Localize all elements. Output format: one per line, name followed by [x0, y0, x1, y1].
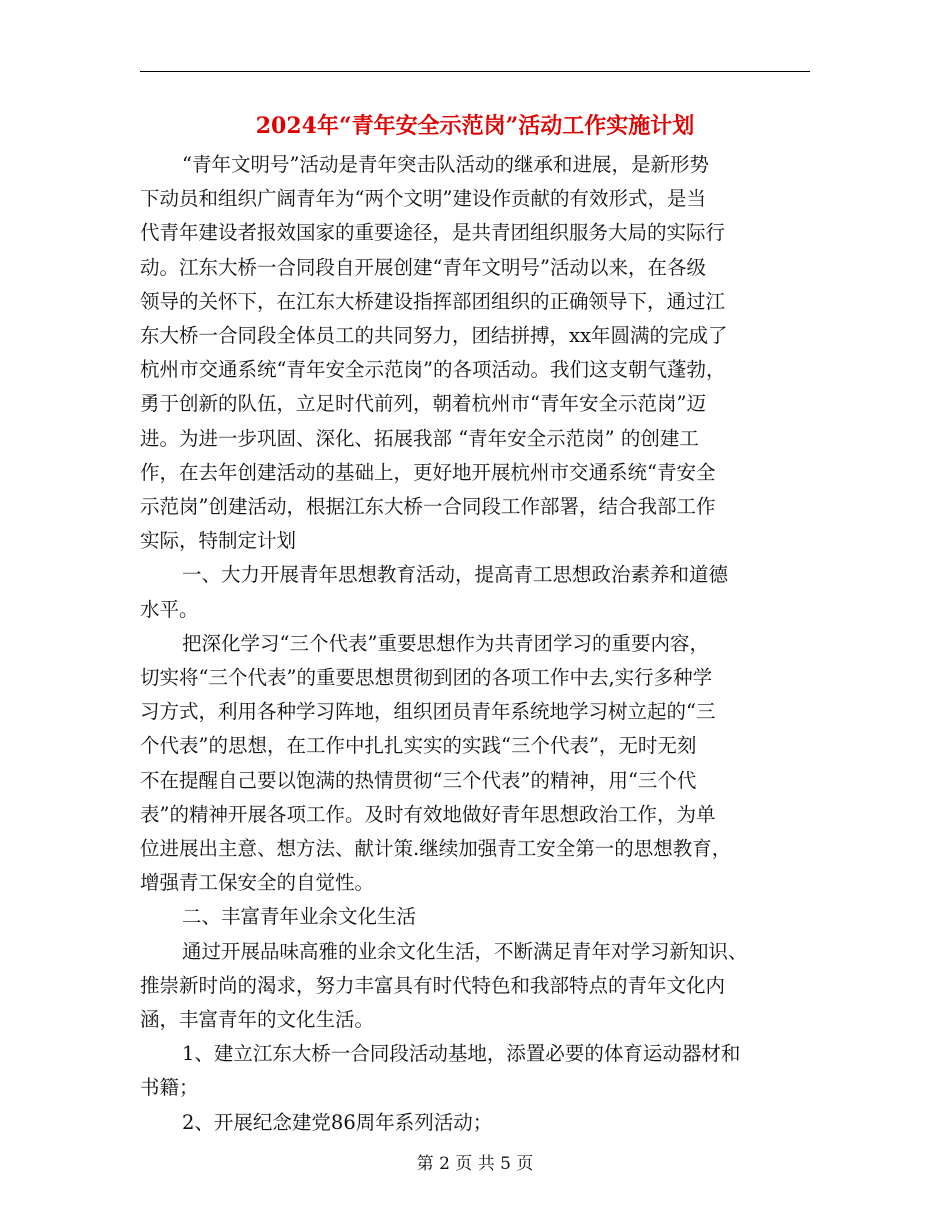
text-line: 个代表”的思想，在工作中扎扎实实的实践“三个代表”，无时无刻 — [140, 734, 697, 758]
text-line: 表”的精神开展各项工作。及时有效地做好青年思想政治工作，为单 — [140, 802, 716, 826]
text-line: 实际，特制定计划 — [140, 529, 297, 553]
section-heading-1 — [140, 558, 812, 626]
text-line: 进。为进一步巩固、深化、拓展我部 “青年安全示范岗” 的创建工 — [140, 426, 699, 450]
text-line: 作，在去年创建活动的基础上，更好地开展杭州市交通系统“青安全 — [140, 460, 716, 484]
paragraph-three-represents — [140, 627, 812, 901]
text-line: 2、开展纪念建党86周年系列活动； — [182, 1110, 493, 1134]
header-rule — [140, 71, 810, 72]
list-item-1 — [140, 1037, 812, 1105]
document-title: 2024年“青年安全示范岗”活动工作实施计划 — [255, 113, 695, 139]
text-line: 领导的关怀下，在江东大桥建设指挥部团组织的正确领导下，通过江 — [140, 289, 726, 313]
text-line: 水平。 — [140, 597, 199, 621]
text-line: 涵，丰富青年的文化生活。 — [140, 1008, 375, 1032]
text-line: 1、建立江东大桥一合同段活动基地，添置必要的体育运动器材和 — [182, 1042, 741, 1066]
text-line: 不在提醒自己要以饱满的热情贯彻“三个代表”的精神，用“三个代 — [140, 768, 697, 792]
paragraph-culture — [140, 935, 812, 1038]
text-line: 位进展出主意、想方法、献计策.继续加强青工安全第一的思想教育， — [140, 837, 732, 861]
text-line: 通过开展品味高雅的业余文化生活，不断满足青年对学习新知识、 — [182, 939, 748, 963]
list-item-2 — [140, 1106, 812, 1140]
text-line: 增强青工保安全的自觉性。 — [140, 871, 375, 895]
text-line: 示范岗”创建活动，根据江东大桥一合同段工作部署，结合我部工作 — [140, 495, 716, 519]
paragraph-intro — [140, 148, 812, 558]
text-line: 勇于创新的队伍，立足时代前列，朝着杭州市“青年安全示范岗”迈 — [140, 392, 706, 416]
text-line: 把深化学习“三个代表”重要思想作为共青团学习的重要内容， — [182, 631, 709, 655]
text-line: 东大桥一合同段全体员工的共同努力，团结拼搏，xx年圆满的完成了 — [140, 324, 728, 348]
text-line: 一、大力开展青年思想教育活动，提高青工思想政治素养和道德 — [182, 563, 729, 587]
text-line: 动。江东大桥一合同段自开展创建“青年文明号”活动以来，在各级 — [140, 255, 706, 279]
text-line: 推崇新时尚的渴求，努力丰富具有时代特色和我部特点的青年文化内 — [140, 973, 726, 997]
document-body — [140, 148, 812, 1140]
text-line: 切实将“三个代表”的重要思想贯彻到团的各项工作中去,实行多种学 — [140, 666, 713, 690]
text-line: 二、丰富青年业余文化生活 — [182, 905, 417, 929]
text-line: 代青年建设者报效国家的重要途径，是共青团组织服务大局的实际行 — [140, 221, 726, 245]
text-line: 书籍； — [140, 1076, 199, 1100]
text-line: “青年文明号”活动是青年突击队活动的继承和进展，是新形势 — [182, 153, 709, 176]
text-line: 习方式，利用各种学习阵地，组织团员青年系统地学习树立起的“三 — [140, 700, 716, 724]
page-number: 第 2 页 共 5 页 — [416, 1154, 534, 1174]
text-line: 杭州市交通系统“青年安全示范岗”的各项活动。我们这支朝气蓬勃， — [140, 358, 726, 382]
text-line: 下动员和组织广阔青年为“两个文明”建设作贡献的有效形式，是当 — [140, 187, 706, 211]
section-heading-2 — [140, 900, 812, 934]
